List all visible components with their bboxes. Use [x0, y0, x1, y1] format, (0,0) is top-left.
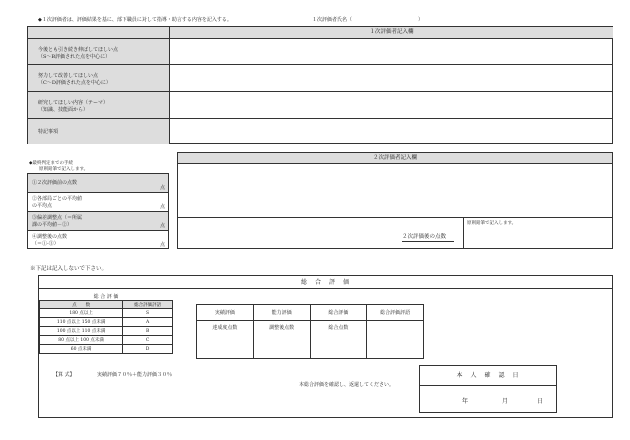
table-row — [40, 345, 173, 354]
first-section-header — [169, 27, 613, 39]
grade-letter: S — [123, 309, 173, 318]
score-row-4-label1: ④調整後の点数 — [32, 234, 68, 240]
eval-header-row — [197, 305, 424, 321]
procedure-heading: ◆最終判定までの手続 — [29, 161, 73, 166]
row-improve-field[interactable] — [169, 65, 613, 92]
row-notes-label — [28, 119, 169, 144]
grade-header-row — [40, 301, 173, 309]
grade-letter: C — [123, 336, 173, 345]
do-not-fill-notice: ※下記は記入しないで下さい。 — [30, 266, 108, 272]
score-row-2-unit: 点 — [159, 204, 165, 210]
eval-header-performance: 実績評価 — [197, 305, 254, 321]
score-row-3-label2: 課の平均値－②） — [32, 222, 73, 228]
evaluator-name-label: １次評価者氏名（ — [312, 17, 353, 23]
grade-header-range: 点 数 — [40, 301, 123, 309]
overall-title: 総 合 評 価 — [39, 276, 612, 289]
eval-value-row — [197, 321, 424, 359]
score-row-3-label1: ③偏差調整点（＝所属 — [32, 215, 83, 221]
second-score-field[interactable] — [463, 218, 612, 248]
table-row — [40, 327, 173, 336]
row-research-line1: 研究してほしい内容（テーマ） — [38, 100, 109, 106]
row-strengths-line1: 今後とも引き続き伸ばしてほしい点 — [38, 47, 119, 53]
row-research-label — [28, 92, 169, 119]
grade-letter: D — [123, 345, 173, 354]
grade-range: 110 点以上 150 点未満 — [40, 318, 123, 327]
grade-letter: B — [123, 327, 173, 336]
row-improve-line1: 努力して改善してほしい点 — [38, 73, 99, 79]
row-notes-line1: 特記事項 — [38, 129, 59, 135]
first-section-title: １次評価者記入欄 — [369, 29, 414, 35]
row-improve-line2: （C～D評価された点を中心に） — [38, 80, 111, 86]
score-row-3-unit: 点 — [159, 223, 165, 229]
eval-grade-field[interactable] — [367, 321, 424, 359]
row-improve-label — [28, 65, 169, 92]
evaluator-name-close: ） — [418, 17, 424, 23]
eval-header-overall: 総合評価 — [310, 305, 367, 321]
score-row-2-label2: の平均点 — [32, 203, 53, 209]
grade-range: 80 点以上 100 点未満 — [40, 336, 123, 345]
first-evaluator-section — [27, 26, 613, 144]
confirm-month: 月 — [502, 398, 509, 405]
eval-adjusted-score[interactable]: 調整後点数 — [253, 321, 310, 359]
score-row-1-unit: 点 — [159, 185, 165, 191]
eval-total-score[interactable]: 総合点数 — [310, 321, 367, 359]
first-section-corner — [28, 27, 169, 39]
formula-text: 実績評価７０％＋能力評価３０％ — [97, 372, 173, 378]
grade-table — [39, 300, 173, 354]
grade-range: 100 点以上 110 点未満 — [40, 327, 123, 336]
score-row-4-unit: 点 — [159, 242, 165, 248]
score-row-1 — [28, 174, 168, 193]
second-score-label: ２次評価後の点数 — [402, 232, 454, 242]
score-row-4 — [28, 231, 168, 249]
second-section-field[interactable] — [178, 164, 612, 218]
score-procedure-box — [27, 173, 169, 249]
eval-header-grade: 総合評価評語 — [367, 305, 424, 321]
confirm-day: 日 — [537, 398, 544, 405]
row-research-field[interactable] — [169, 92, 613, 119]
table-row — [40, 309, 173, 318]
grade-header-grade: 総合評価評語 — [123, 301, 173, 309]
second-evaluator-section — [177, 152, 613, 249]
evaluation-score-table — [196, 304, 424, 359]
confirmation-box — [419, 365, 557, 413]
grade-range: 60 点未満 — [40, 345, 123, 354]
row-strengths-label — [28, 39, 169, 65]
eval-achievement-score[interactable]: 達成度点数 — [197, 321, 254, 359]
procedure-note: 原則鉛筆で記入します。 — [39, 167, 89, 172]
confirm-instruction: 本総合評価を確認し、返還してください。 — [299, 382, 395, 388]
overall-evaluation-section — [38, 275, 613, 418]
formula-label: 【算 式】 — [53, 372, 75, 378]
confirmation-title: 本 人 確 認 日 — [420, 366, 556, 386]
second-section-title: ２次評価者記入欄 — [178, 153, 612, 164]
score-row-1-label: ①２次評価前の点数 — [32, 180, 78, 186]
score-row-4-label2: （＝①-③） — [32, 241, 59, 247]
row-notes-field[interactable] — [169, 119, 613, 144]
score-row-2 — [28, 193, 168, 212]
row-research-line2: （知識、技能面から） — [38, 107, 89, 113]
table-row — [40, 336, 173, 345]
second-score-note: 原則鉛筆で記入します。 — [467, 221, 517, 226]
grade-table-title: 総 合 評 価 — [93, 294, 119, 300]
confirm-year: 年 — [462, 398, 469, 405]
score-row-3 — [28, 212, 168, 231]
grade-letter: A — [123, 318, 173, 327]
row-strengths-field[interactable] — [169, 39, 613, 65]
instruction-text: ◆１次評価者は、評価結果を基に、部下職員に対して指導・助言する内容を記入する。 — [38, 17, 232, 23]
row-strengths-line2: （S～B評価された点を中心に） — [38, 54, 111, 60]
eval-header-ability: 能力評価 — [253, 305, 310, 321]
table-row — [40, 318, 173, 327]
grade-range: 180 点以上 — [40, 309, 123, 318]
score-row-2-label1: ②各部局ごとの平均値 — [32, 196, 83, 202]
